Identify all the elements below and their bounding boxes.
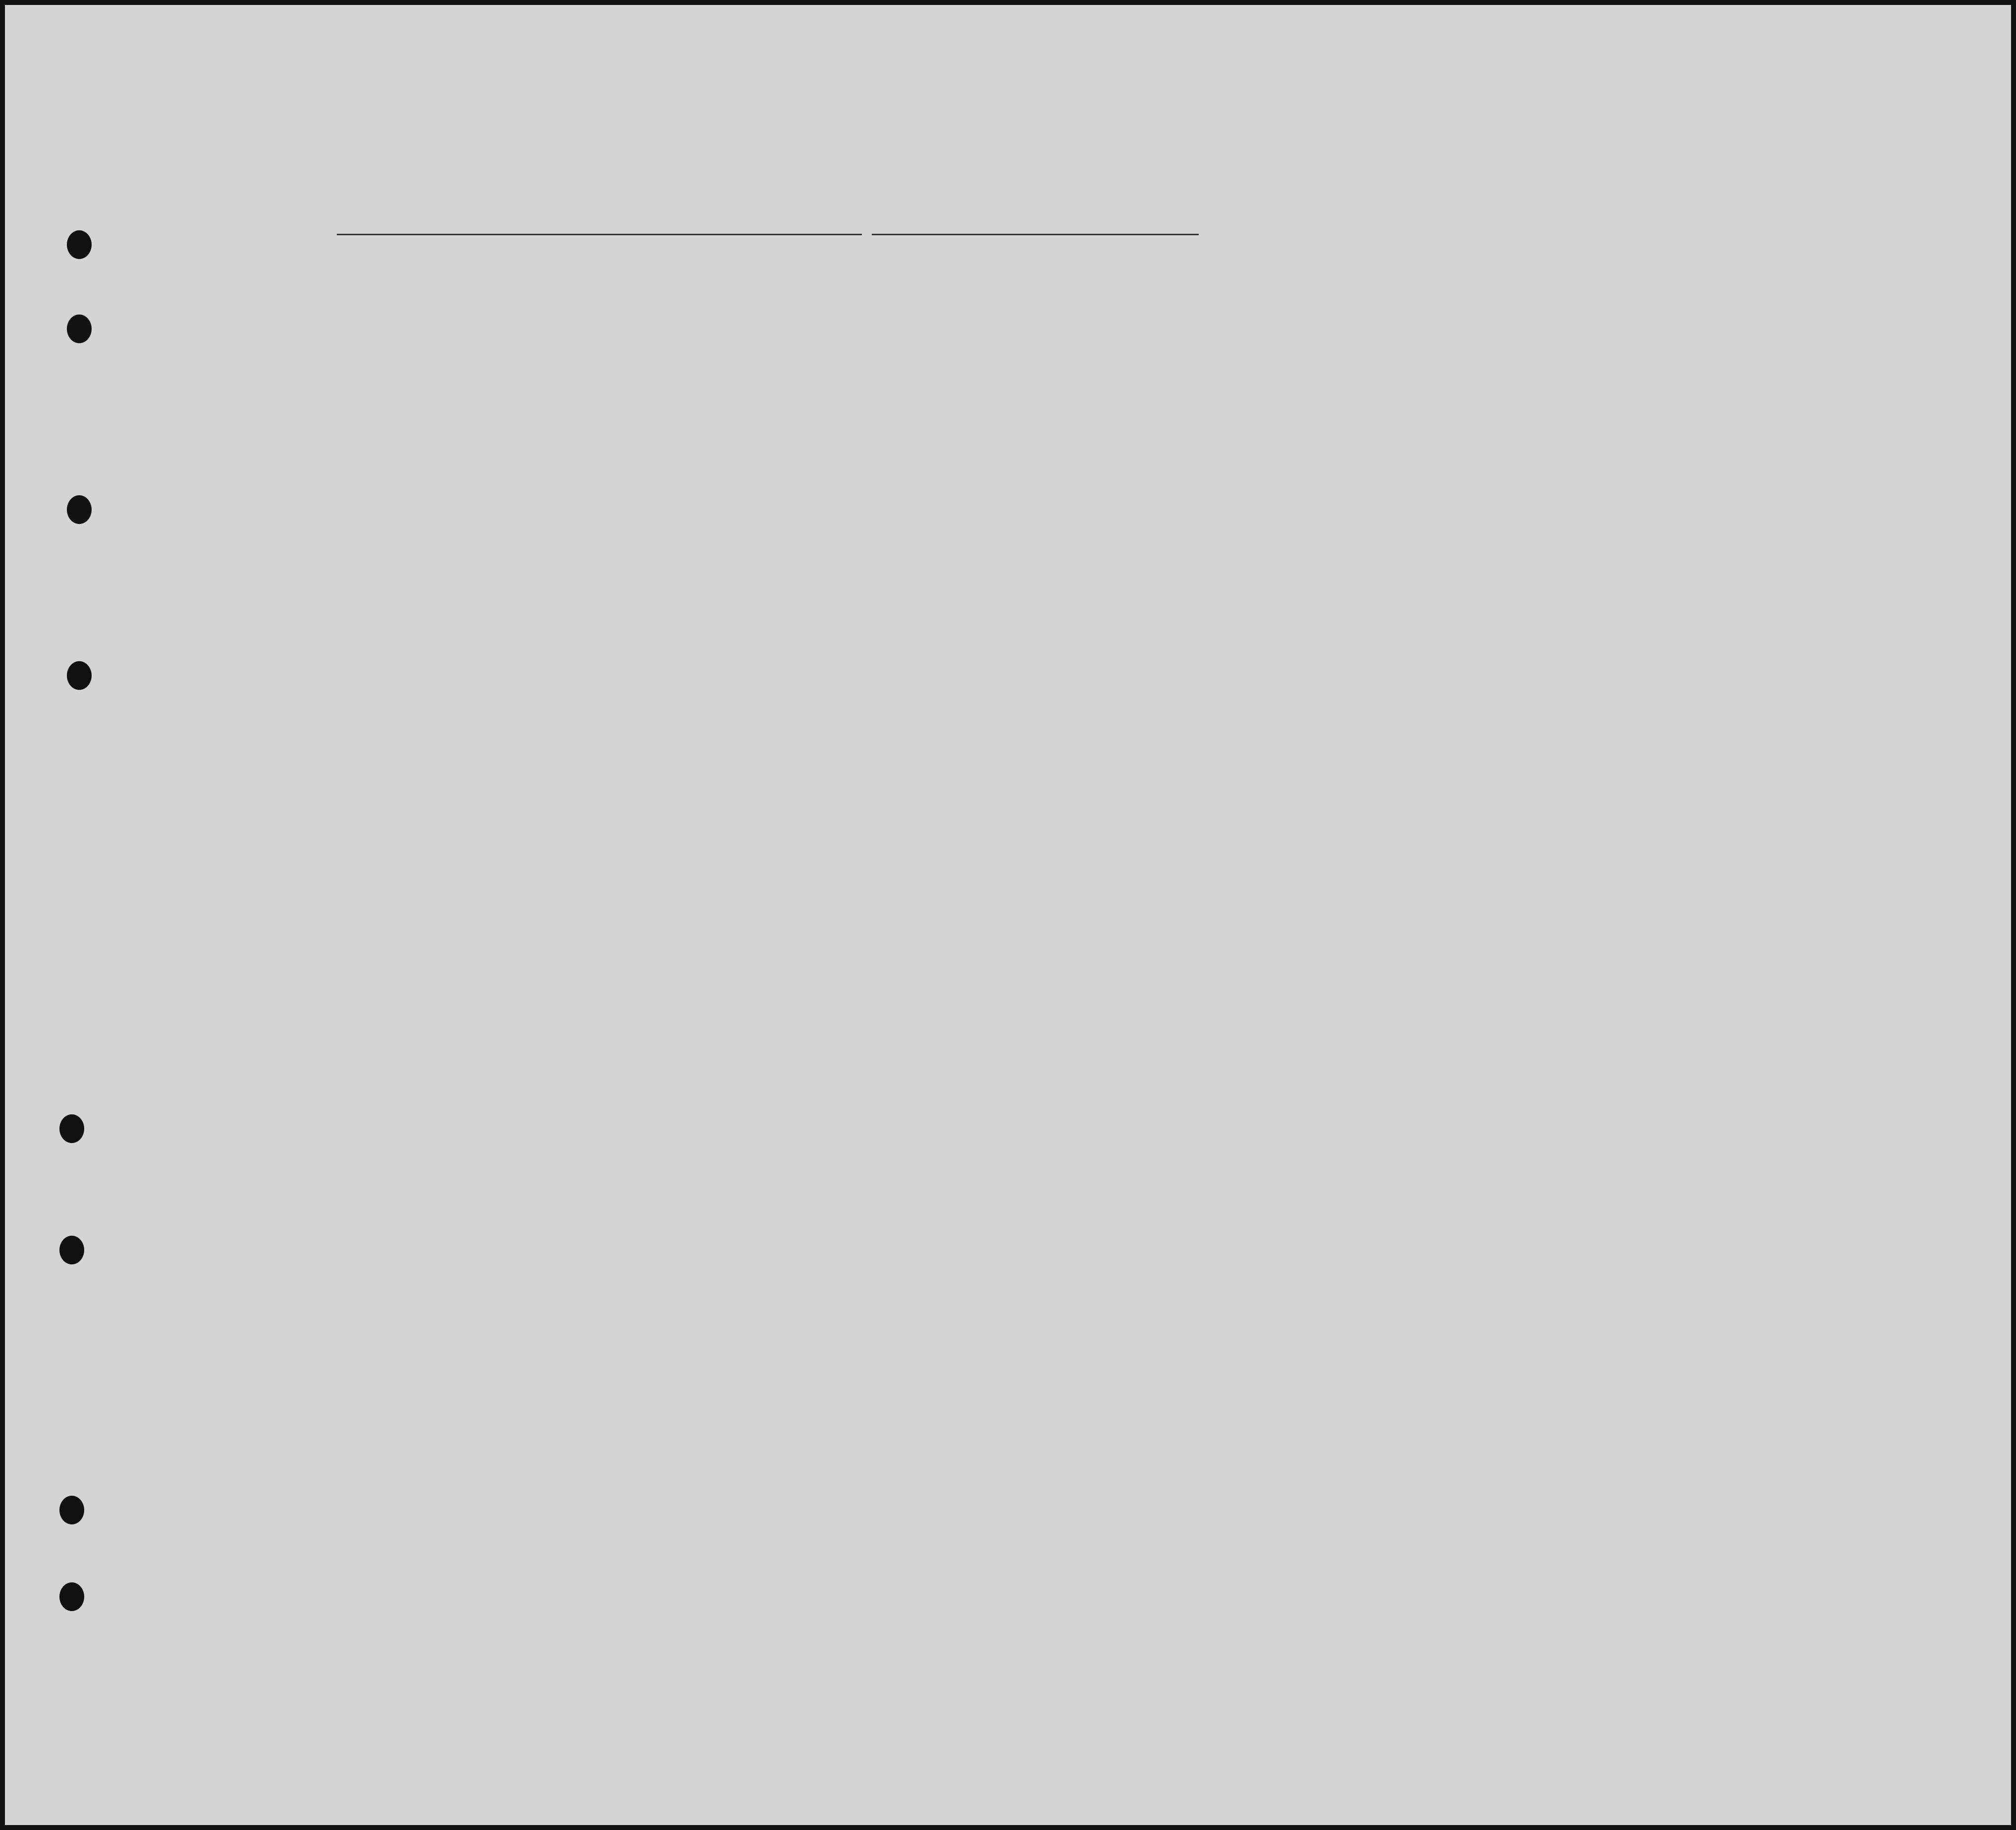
manifest-sheet xyxy=(5,5,2011,1825)
table-grid xyxy=(5,5,2011,1825)
